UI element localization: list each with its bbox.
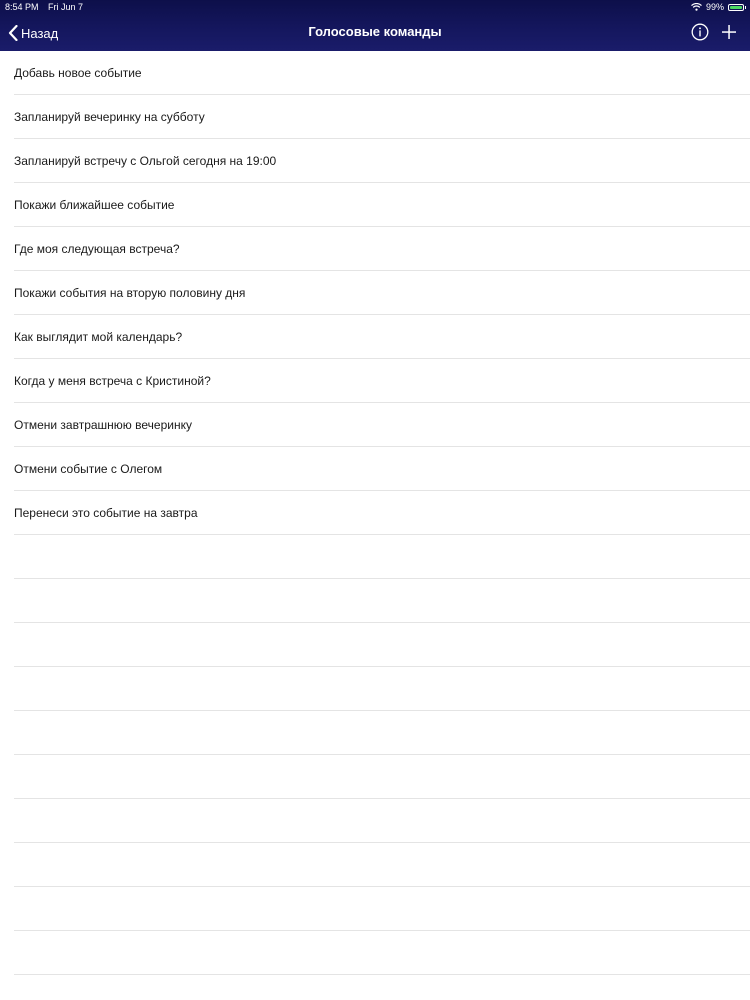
empty-list-row: [14, 623, 750, 667]
empty-list-row: [14, 535, 750, 579]
battery-percent: 99%: [705, 2, 724, 12]
empty-list-row: [14, 843, 750, 887]
status-bar: [0, 0, 750, 14]
empty-list-row: [14, 711, 750, 755]
list-item[interactable]: Запланируй встречу с Ольгой сегодня на 19:00: [14, 139, 750, 183]
status-time: 8:54 PM: [5, 2, 39, 12]
list-item[interactable]: Покажи ближайшее событие: [14, 183, 750, 227]
empty-list-row: [14, 579, 750, 623]
nav-bar: [0, 14, 750, 51]
add-button[interactable]: [720, 23, 738, 41]
status-date: Fri Jun 7: [48, 2, 84, 12]
list-item[interactable]: Запланируй вечеринку на субботу: [14, 95, 750, 139]
list-item[interactable]: Перенеси это событие на завтра: [14, 491, 750, 535]
voice-commands-list: [0, 51, 750, 975]
wifi-icon: [691, 3, 702, 11]
back-label: Назад: [21, 25, 59, 41]
list-item[interactable]: Где моя следующая встреча?: [14, 227, 750, 271]
status-right: [691, 0, 744, 14]
list-item[interactable]: Как выглядит мой календарь?: [14, 315, 750, 359]
list-item[interactable]: Добавь новое событие: [14, 51, 750, 95]
info-icon: [691, 28, 709, 45]
list-item[interactable]: Отмени завтрашнюю вечеринку: [14, 403, 750, 447]
empty-list-row: [14, 799, 750, 843]
list-item[interactable]: Отмени событие с Олегом: [14, 447, 750, 491]
header: [0, 0, 750, 51]
empty-list-row: [14, 887, 750, 931]
list-item[interactable]: Покажи события на вторую половину дня: [14, 271, 750, 315]
battery-icon: [728, 4, 744, 11]
battery-fill: [730, 6, 742, 9]
info-button[interactable]: [691, 23, 709, 41]
list-item[interactable]: Когда у меня встреча с Кристиной?: [14, 359, 750, 403]
empty-list-row: [14, 667, 750, 711]
empty-list-row: [14, 931, 750, 975]
empty-list-row: [14, 755, 750, 799]
page-title: Голосовые команды: [308, 24, 442, 39]
plus-icon: [720, 28, 738, 45]
